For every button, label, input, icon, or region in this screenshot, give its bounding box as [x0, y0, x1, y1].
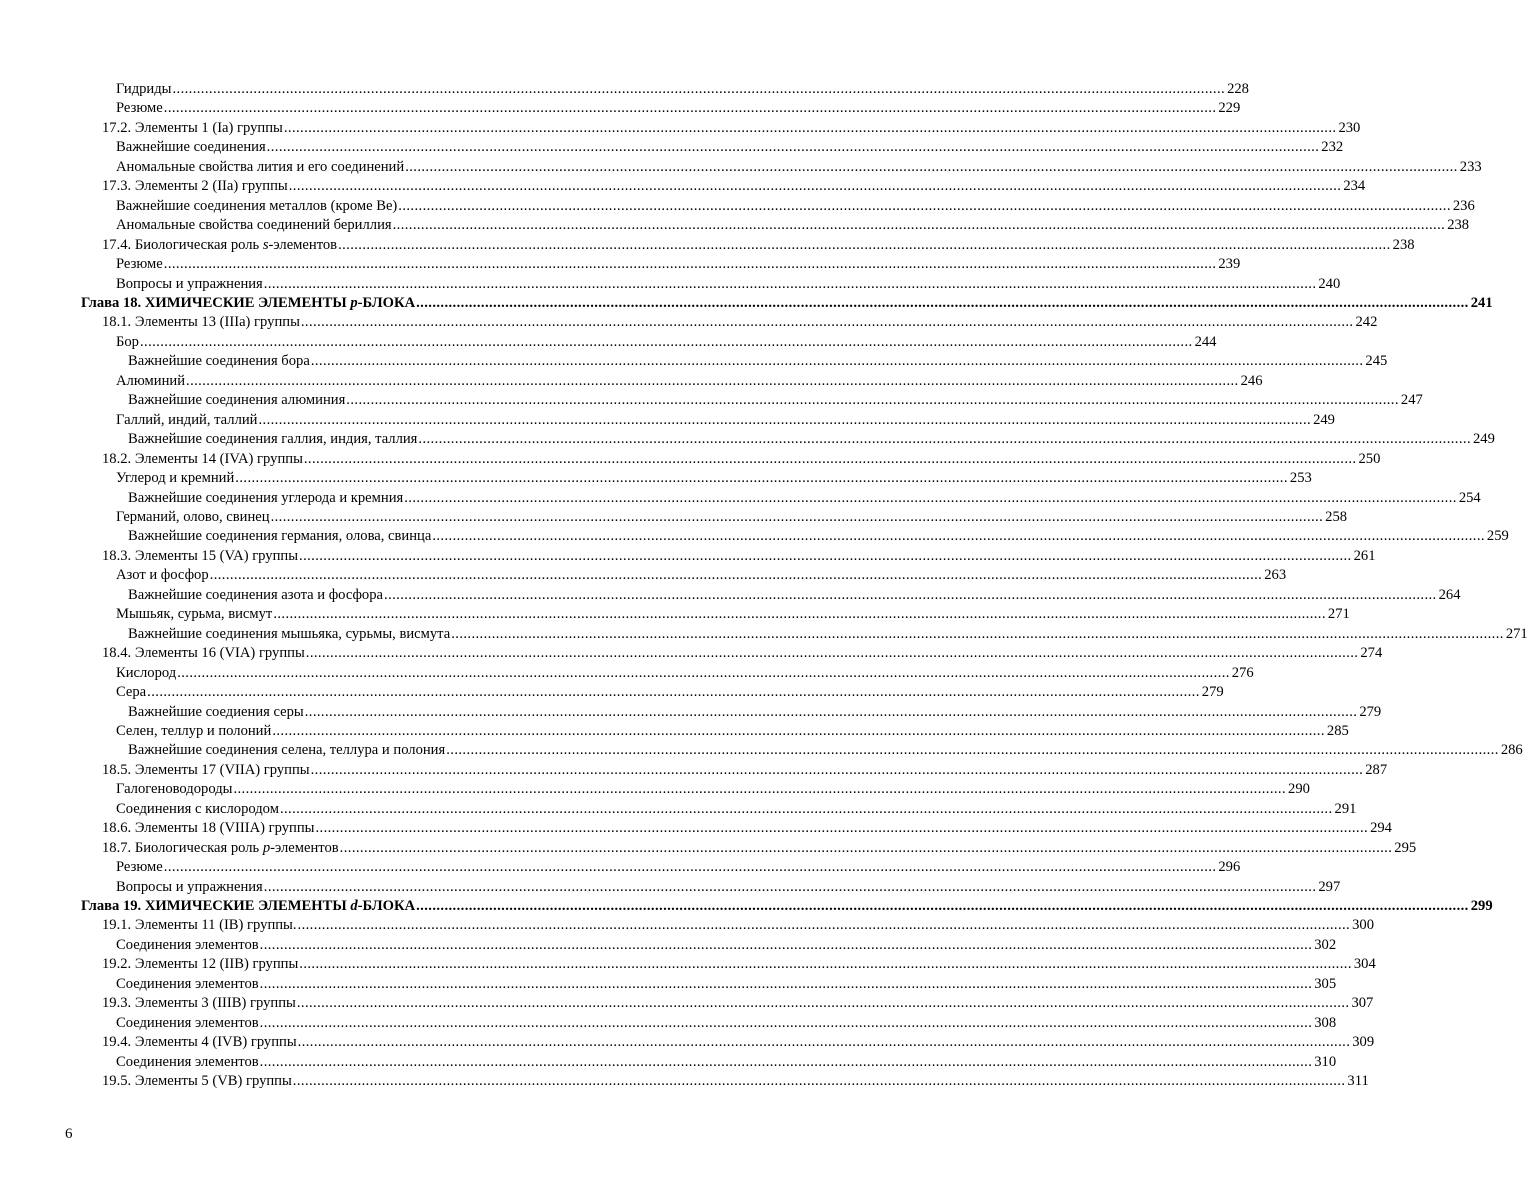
toc-entry	[0, 878, 1341, 897]
toc-entry-title: 18.7. Биологическая роль p-элементов	[102, 839, 339, 856]
toc-entry	[0, 605, 1350, 624]
toc-entry	[0, 1053, 1337, 1072]
dot-leader: ....................................................................................................................................................................................................................................................................	[297, 1034, 1351, 1051]
toc-chapter-entry	[0, 897, 1493, 916]
toc-page-number: 236	[1452, 197, 1475, 214]
dot-leader: ....................................................................................................................................................................................................................................................................	[270, 508, 1324, 525]
toc-entry-title: Глава 18. ХИМИЧЕСКИЕ ЭЛЕМЕНТЫ p-БЛОКА	[81, 294, 416, 311]
dot-leader: ....................................................................................................................................................................................................................................................................	[305, 645, 1359, 662]
toc-entry-title: Селен, теллур и полоний	[116, 722, 272, 739]
toc-entry	[0, 450, 1381, 469]
toc-page-number: 300	[1352, 917, 1374, 934]
toc-entry-title: Бор	[116, 333, 139, 350]
dot-leader: ....................................................................................................................................................................................................................................................................	[163, 100, 1217, 117]
toc-entry	[0, 372, 1263, 391]
toc-entry-title: 17.4. Биологическая роль s-элементов	[102, 236, 338, 253]
toc-entry	[0, 644, 1383, 663]
toc-entry-title: Важнейшие соединения азота и фосфора	[128, 586, 384, 603]
toc-page-number: 234	[1343, 178, 1366, 195]
dot-leader: ....................................................................................................................................................................................................................................................................	[186, 372, 1239, 389]
toc-entry	[0, 741, 1523, 760]
toc-page-number: 258	[1325, 508, 1348, 525]
dot-leader: ....................................................................................................................................................................................................................................................................	[163, 256, 1217, 273]
toc-entry	[0, 916, 1374, 935]
toc-page-number: 240	[1318, 275, 1341, 292]
toc-entry-title: Важнейшие соединения бора	[128, 353, 310, 370]
toc-entry	[0, 138, 1344, 157]
table-of-contents	[0, 80, 1528, 1092]
toc-entry	[0, 313, 1378, 332]
toc-entry	[0, 1033, 1375, 1052]
dot-leader: ....................................................................................................................................................................................................................................................................	[315, 820, 1369, 837]
dot-leader: ....................................................................................................................................................................................................................................................................	[432, 528, 1485, 545]
toc-entry	[0, 508, 1348, 527]
toc-entry	[0, 177, 1366, 196]
dot-leader: ....................................................................................................................................................................................................................................................................	[310, 761, 1364, 778]
toc-entry-title: Аномальные свойства соединений бериллия	[116, 217, 392, 234]
toc-entry	[0, 683, 1224, 702]
toc-page-number: 307	[1351, 995, 1374, 1012]
toc-entry-title: Важнейшие соедиения серы	[128, 703, 304, 720]
toc-page-number: 232	[1321, 139, 1344, 156]
toc-entry-title: Важнейшие соединения германия, олова, свинца	[128, 528, 432, 545]
toc-entry-title: Соединения элементов	[116, 975, 259, 992]
toc-entry-title: Гидриды	[116, 81, 172, 97]
toc-entry	[0, 800, 1357, 819]
toc-entry-title: 18.5. Элементы 17 (VIIA) группы	[102, 761, 310, 778]
page-number: 6	[65, 1126, 73, 1142]
toc-entry-title: Важнейшие соединения алюминия	[128, 392, 346, 409]
toc-page-number: 250	[1358, 450, 1381, 467]
toc-page-number: 271	[1327, 606, 1350, 623]
toc-entry-title: 18.4. Элементы 16 (VIA) группы	[102, 645, 305, 662]
toc-entry-title: Вопросы и упражнения	[116, 275, 263, 292]
toc-entry-title: Резюме	[116, 256, 163, 273]
toc-entry-title: Алюминий	[116, 372, 186, 389]
dot-leader: ....................................................................................................................................................................................................................................................................	[338, 236, 1391, 253]
toc-entry-title: Соединения элементов	[116, 1053, 259, 1070]
toc-page-number: 295	[1394, 839, 1417, 856]
dot-leader: ....................................................................................................................................................................................................................................................................	[288, 178, 1342, 195]
toc-page-number: 294	[1370, 820, 1392, 837]
toc-entry	[0, 391, 1423, 410]
dot-leader: ....................................................................................................................................................................................................................................................................	[384, 586, 1437, 603]
dot-leader: ....................................................................................................................................................................................................................................................................	[258, 411, 1312, 428]
toc-entry-title: Галлий, индий, таллий	[116, 411, 258, 428]
toc-entry-title: Важнейшие соединения селена, теллура и полония	[128, 742, 446, 759]
toc-page-number: 229	[1218, 100, 1241, 117]
dot-leader: ....................................................................................................................................................................................................................................................................	[259, 1014, 1313, 1031]
toc-page-number: 308	[1314, 1014, 1337, 1031]
dot-leader: ....................................................................................................................................................................................................................................................................	[405, 158, 1458, 175]
toc-page-number: 249	[1473, 431, 1495, 448]
toc-entry-title: 19.4. Элементы 4 (IVB) группы	[102, 1034, 297, 1051]
toc-page-number: 285	[1326, 722, 1349, 739]
dot-leader: ....................................................................................................................................................................................................................................................................	[177, 664, 1230, 681]
toc-entry	[0, 158, 1482, 177]
toc-entry	[0, 527, 1509, 546]
dot-leader: ....................................................................................................................................................................................................................................................................	[235, 470, 1288, 487]
toc-entry	[0, 858, 1241, 877]
dot-leader: ....................................................................................................................................................................................................................................................................	[272, 722, 1325, 739]
toc-page-number: 253	[1289, 470, 1312, 487]
toc-entry	[0, 275, 1341, 294]
dot-leader: ....................................................................................................................................................................................................................................................................	[263, 878, 1317, 895]
toc-entry	[0, 547, 1376, 566]
dot-leader: ....................................................................................................................................................................................................................................................................	[209, 567, 1263, 584]
toc-entry-title: Глава 19. ХИМИЧЕСКИЕ ЭЛЕМЕНТЫ d-БЛОКА	[81, 898, 416, 915]
toc-page-number: 297	[1318, 878, 1341, 895]
toc-page-number: 238	[1392, 236, 1415, 253]
dot-leader: ....................................................................................................................................................................................................................................................................	[299, 956, 1352, 973]
dot-leader: ....................................................................................................................................................................................................................................................................	[259, 1053, 1313, 1070]
toc-entry-title: Важнейшие соединения	[116, 139, 266, 156]
toc-entry-title: Соединения элементов	[116, 936, 259, 953]
toc-page-number: 287	[1365, 761, 1388, 778]
toc-entry	[0, 703, 1382, 722]
dot-leader: ....................................................................................................................................................................................................................................................................	[172, 81, 1226, 97]
toc-page-number: 263	[1264, 567, 1287, 584]
dot-leader: ....................................................................................................................................................................................................................................................................	[279, 800, 1333, 817]
toc-page-number: 259	[1486, 528, 1509, 545]
toc-entry	[0, 80, 1249, 99]
dot-leader: ....................................................................................................................................................................................................................................................................	[139, 333, 1193, 350]
toc-entry	[0, 955, 1376, 974]
toc-page-number: 290	[1288, 781, 1310, 798]
toc-page-number: 279	[1201, 684, 1224, 701]
dot-leader: ....................................................................................................................................................................................................................................................................	[273, 606, 1326, 623]
toc-entry-title: Кислород	[116, 664, 177, 681]
toc-entry	[0, 994, 1374, 1013]
toc-entry	[0, 333, 1217, 352]
toc-page-number: 291	[1334, 800, 1357, 817]
toc-page-number: 286	[1500, 742, 1523, 759]
toc-page-number: 239	[1218, 256, 1241, 273]
toc-page-number: 238	[1447, 217, 1470, 234]
toc-entry	[0, 197, 1475, 216]
toc-entry-title: 18.1. Элементы 13 (IIIa) группы	[102, 314, 300, 331]
toc-page-number: 302	[1314, 936, 1337, 953]
toc-entry-title: Резюме	[116, 859, 163, 876]
dot-leader: ....................................................................................................................................................................................................................................................................	[398, 197, 1451, 214]
toc-entry-title: Сера	[116, 684, 147, 701]
toc-entry-title: 18.6. Элементы 18 (VIIIA) группы	[102, 820, 315, 837]
toc-entry	[0, 99, 1241, 118]
toc-entry-title: Азот и фосфор	[116, 567, 209, 584]
toc-page-number: 310	[1314, 1053, 1337, 1070]
toc-page-number: 279	[1359, 703, 1382, 720]
toc-entry	[0, 761, 1388, 780]
toc-entry-title: Важнейшие соединения галлия, индия, таллия	[128, 431, 418, 448]
toc-entry	[0, 1072, 1369, 1091]
dot-leader: ....................................................................................................................................................................................................................................................................	[266, 139, 1320, 156]
toc-entry-title: Германий, олово, свинец	[116, 508, 270, 525]
toc-entry-title: Галогеноводороды	[116, 781, 233, 798]
toc-page-number: 311	[1347, 1073, 1369, 1090]
toc-page-number: 305	[1314, 975, 1337, 992]
toc-page-number: 304	[1353, 956, 1376, 973]
toc-entry-title: 19.5. Элементы 5 (VB) группы	[102, 1073, 292, 1090]
toc-entry	[0, 469, 1312, 488]
toc-page-number: 241	[1470, 294, 1493, 311]
toc-entry-title: 19.3. Элементы 3 (IIIB) группы	[102, 995, 296, 1012]
dot-leader: ....................................................................................................................................................................................................................................................................	[446, 742, 1499, 759]
toc-page-number: 261	[1353, 547, 1376, 564]
dot-leader: ....................................................................................................................................................................................................................................................................	[310, 353, 1364, 370]
toc-page-number: 244	[1194, 333, 1217, 350]
toc-page-number: 245	[1365, 353, 1388, 370]
dot-leader: ....................................................................................................................................................................................................................................................................	[147, 684, 1200, 701]
toc-entry	[0, 411, 1335, 430]
toc-entry-title: Важнейшие соединения мышьяка, сурьмы, висмута	[128, 625, 451, 642]
dot-leader: ....................................................................................................................................................................................................................................................................	[339, 839, 1393, 856]
toc-entry	[0, 430, 1495, 449]
dot-leader: ....................................................................................................................................................................................................................................................................	[451, 625, 1504, 642]
toc-page-number: 247	[1400, 392, 1423, 409]
toc-entry-title: Важнейшие соединения металлов (кроме Be)	[116, 197, 398, 214]
toc-page-number: 230	[1338, 119, 1361, 136]
toc-page-number: 264	[1438, 586, 1461, 603]
toc-page-number: 299	[1470, 898, 1493, 915]
toc-entry	[0, 936, 1337, 955]
toc-page-number: 242	[1355, 314, 1378, 331]
dot-leader: ....................................................................................................................................................................................................................................................................	[233, 781, 1287, 798]
toc-entry	[0, 975, 1337, 994]
toc-entry-title: Аномальные свойства лития и его соединений	[116, 158, 405, 175]
dot-leader: ....................................................................................................................................................................................................................................................................	[404, 489, 1457, 506]
toc-entry	[0, 819, 1392, 838]
toc-page-number: 233	[1459, 158, 1482, 175]
toc-page-number: 249	[1313, 411, 1335, 428]
toc-entry-title: 19.1. Элементы 11 (IB) группы.	[102, 917, 297, 934]
dot-leader: ....................................................................................................................................................................................................................................................................	[418, 431, 1471, 448]
dot-leader: ....................................................................................................................................................................................................................................................................	[296, 995, 1350, 1012]
dot-leader: ....................................................................................................................................................................................................................................................................	[304, 703, 1358, 720]
toc-entry	[0, 780, 1310, 799]
toc-entry	[0, 119, 1361, 138]
toc-page-number: 246	[1240, 372, 1263, 389]
dot-leader: ....................................................................................................................................................................................................................................................................	[416, 898, 1469, 915]
dot-leader: ....................................................................................................................................................................................................................................................................	[259, 975, 1313, 992]
dot-leader: ....................................................................................................................................................................................................................................................................	[297, 917, 1351, 934]
dot-leader: ....................................................................................................................................................................................................................................................................	[300, 314, 1354, 331]
toc-entry	[0, 216, 1470, 235]
toc-entry-title: Углерод и кремний	[116, 470, 235, 487]
toc-entry-title: Соединения элементов	[116, 1014, 259, 1031]
toc-entry-title: 19.2. Элементы 12 (IIB) группы	[102, 956, 299, 973]
toc-entry-title: 17.3. Элементы 2 (IIа) группы	[102, 178, 288, 195]
toc-entry-title: Вопросы и упражнения	[116, 878, 263, 895]
toc-entry	[0, 352, 1388, 371]
toc-entry	[0, 255, 1241, 274]
toc-entry	[0, 722, 1349, 741]
toc-entry-title: 18.2. Элементы 14 (IVA) группы	[102, 450, 303, 467]
toc-page-number: 309	[1352, 1034, 1375, 1051]
dot-leader: ....................................................................................................................................................................................................................................................................	[416, 294, 1469, 311]
toc-entry	[0, 664, 1254, 683]
toc-entry-title: Важнейшие соединения углерода и кремния	[128, 489, 404, 506]
toc-entry	[0, 839, 1417, 858]
toc-page-number: 254	[1458, 489, 1481, 506]
toc-entry-title: Соединения с кислородом	[116, 800, 279, 817]
toc-entry-title: 17.2. Элементы 1 (Iа) группы	[102, 119, 283, 136]
toc-entry-title: 18.3. Элементы 15 (VA) группы	[102, 547, 299, 564]
toc-page-number: 274	[1360, 645, 1383, 662]
toc-entry	[0, 489, 1481, 508]
toc-page-number: 271	[1505, 625, 1528, 642]
dot-leader: ....................................................................................................................................................................................................................................................................	[283, 119, 1337, 136]
dot-leader: ....................................................................................................................................................................................................................................................................	[346, 392, 1399, 409]
toc-entry	[0, 625, 1528, 644]
toc-chapter-entry	[0, 294, 1493, 313]
toc-page-number: 228	[1227, 81, 1249, 97]
dot-leader: ....................................................................................................................................................................................................................................................................	[292, 1073, 1346, 1090]
toc-entry	[0, 586, 1461, 605]
toc-entry-title: Мышьяк, сурьма, висмут	[116, 606, 273, 623]
dot-leader: ....................................................................................................................................................................................................................................................................	[392, 217, 1446, 234]
dot-leader: ....................................................................................................................................................................................................................................................................	[259, 936, 1313, 953]
dot-leader: ....................................................................................................................................................................................................................................................................	[163, 859, 1217, 876]
toc-entry	[0, 236, 1415, 255]
toc-entry	[0, 1014, 1337, 1033]
dot-leader: ....................................................................................................................................................................................................................................................................	[299, 547, 1352, 564]
toc-page-number: 296	[1218, 859, 1241, 876]
toc-entry-title: Резюме	[116, 100, 163, 117]
dot-leader: ....................................................................................................................................................................................................................................................................	[303, 450, 1357, 467]
toc-entry	[0, 566, 1287, 585]
toc-page-number: 276	[1231, 664, 1254, 681]
dot-leader: ....................................................................................................................................................................................................................................................................	[263, 275, 1317, 292]
